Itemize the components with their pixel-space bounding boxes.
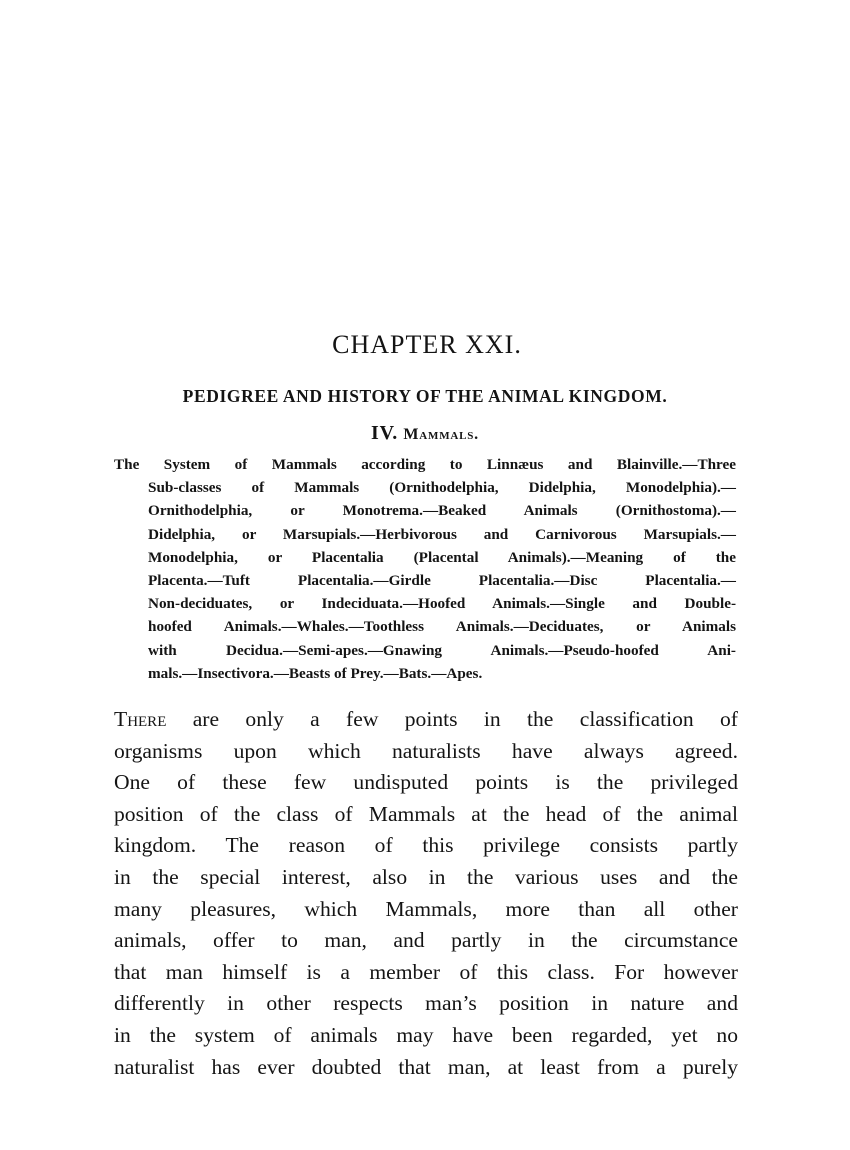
summary-line: Didelphia, or Marsupials.—Herbivorous and Carnivorous Marsupials.— — [148, 525, 736, 543]
body-line: in the special interest, also in the various uses and the — [114, 864, 738, 889]
chapter-summary — [114, 453, 736, 685]
body-paragraph — [114, 704, 738, 1083]
summary-line: Sub-classes of Mammals (Ornithodelphia, Didelphia, Monodelphia).— — [148, 479, 736, 497]
body-line: many pleasures, which Mammals, more than all other — [114, 896, 738, 921]
summary-line: hoofed Animals.—Whales.—Toothless Animals.—Deciduates, or Animals — [148, 618, 736, 636]
summary-line: mals.—Insectivora.—Beasts of Prey.—Bats.—Apes. — [148, 664, 483, 682]
drop-word: There — [114, 707, 167, 731]
body-line: kingdom. The reason of this privilege consists partly — [114, 833, 738, 858]
body-line: differently in other respects man’s position in nature and — [114, 991, 738, 1016]
summary-line: Monodelphia, or Placentalia (Placental Animals).—Meaning of the — [148, 548, 736, 566]
body-line: animals, offer to man, and partly in the circumstance — [114, 928, 738, 953]
summary-line: Placenta.—Tuft Placentalia.—Girdle Placentalia.—Disc Placentalia.— — [148, 572, 736, 590]
body-line-rest: are only a few points in the classification of — [166, 707, 738, 731]
body-line: that man himself is a member of this class. For however — [114, 959, 738, 984]
section-title: PEDIGREE AND HISTORY OF THE ANIMAL KINGDOM. — [182, 386, 668, 406]
summary-line: Ornithodelphia, or Monotrema.—Beaked Animals (Ornithostoma).— — [148, 502, 736, 520]
summary-line: with Decidua.—Semi-apes.—Gnawing Animals.—Pseudo-hoofed Ani- — [148, 641, 736, 659]
body-line: One of these few undisputed points is the privileged — [114, 770, 738, 795]
body-line: position of the class of Mammals at the head of the animal — [114, 801, 738, 826]
subtitle-text: Mammals. — [403, 426, 479, 443]
body-line: organisms upon which naturalists have always agreed. — [114, 738, 738, 763]
subtitle-number: IV. — [371, 422, 399, 444]
body-line: naturalist has ever doubted that man, at least from a purely — [114, 1054, 738, 1079]
body-line — [114, 704, 738, 736]
body-line: in the system of animals may have been regarded, yet no — [114, 1022, 738, 1047]
section-subtitle — [0, 422, 850, 446]
summary-line: The System of Mammals according to Linnæus and Blainville.—Three — [114, 456, 736, 473]
chapter-title: CHAPTER XXI. — [332, 330, 522, 359]
summary-line: Non-deciduates, or Indeciduata.—Hoofed Animals.—Single and Double- — [148, 595, 736, 613]
